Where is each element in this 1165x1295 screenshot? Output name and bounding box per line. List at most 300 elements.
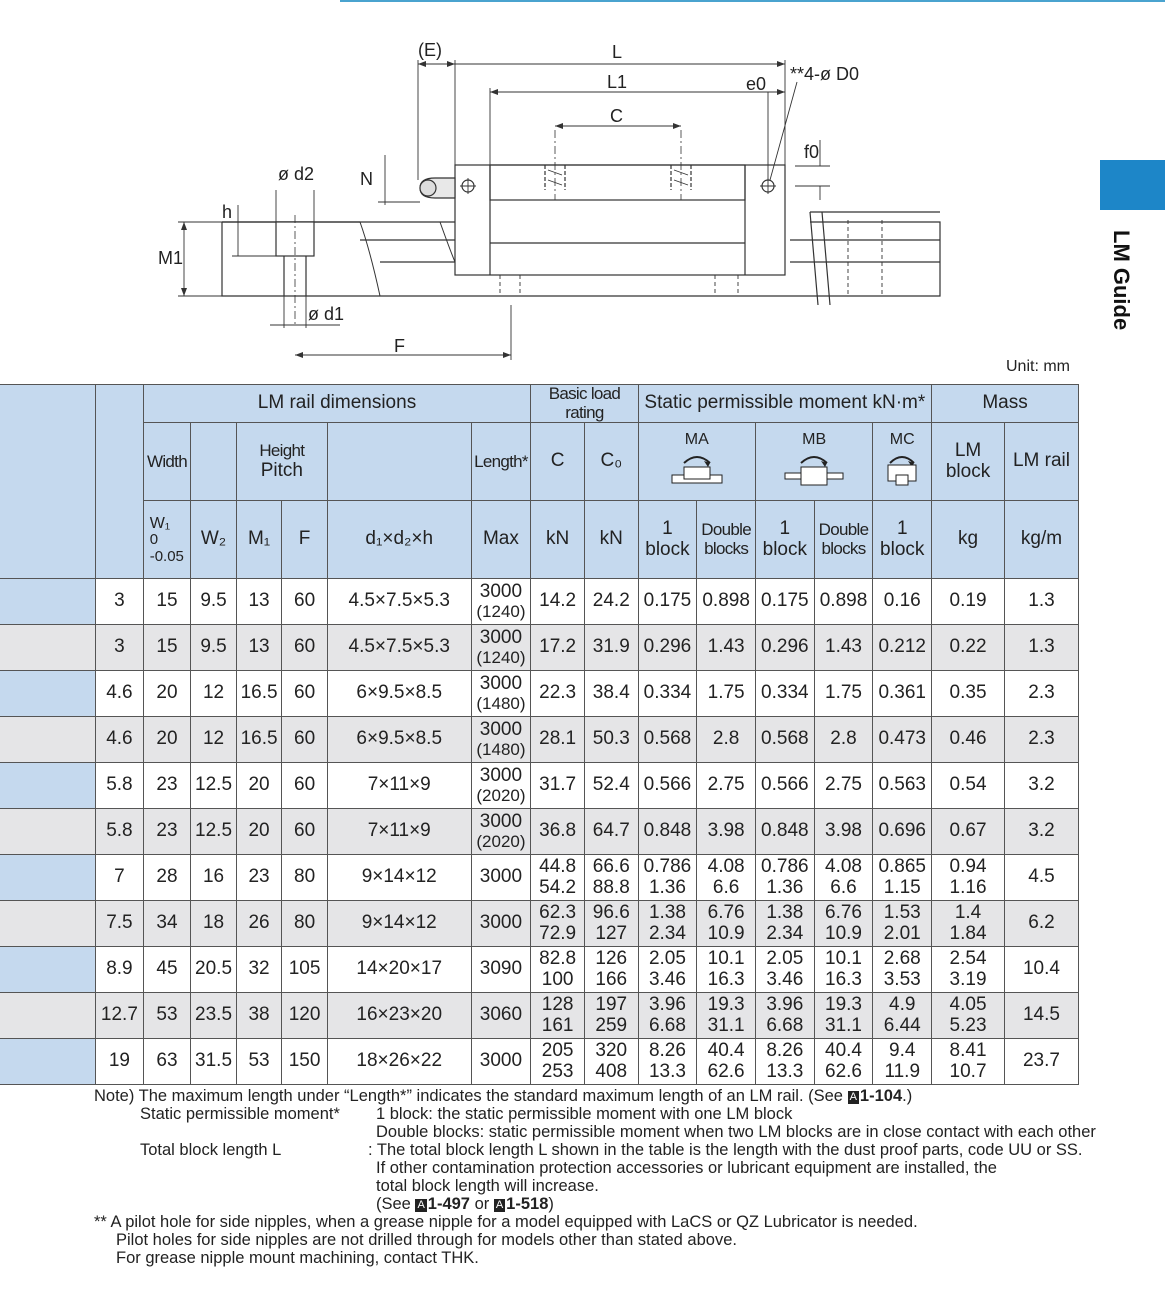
d-cell: 7×11×9	[327, 809, 471, 855]
w1-unit	[143, 501, 191, 579]
block-mass-cell-line: 1.84	[949, 922, 987, 944]
f-cell: 60	[282, 579, 328, 625]
ref-mark: A	[417, 1199, 425, 1211]
c0-cell-line: 31.9	[592, 636, 630, 658]
w1-cell: 15	[143, 579, 191, 625]
c-cell-line: 28.1	[539, 728, 577, 750]
c0-cell	[584, 993, 638, 1039]
h3-cell: 3	[96, 625, 144, 671]
mb-one-cell	[755, 993, 814, 1039]
mass-group-header: Mass	[932, 385, 1079, 423]
f-cell: 150	[282, 1039, 328, 1085]
w1-cell: 23	[143, 763, 191, 809]
c0-cell-line: 88.8	[592, 876, 630, 898]
h3-cell: 19	[96, 1039, 144, 1085]
c-cell	[531, 855, 585, 901]
table-header	[0, 385, 1079, 579]
h3-cell: 3	[96, 579, 144, 625]
ma-one-cell-line: 0.566	[643, 774, 692, 796]
mb-double-cell-line: 0.898	[819, 590, 868, 612]
block-mass-cell-line: 5.23	[949, 1014, 987, 1036]
f-cell: 105	[282, 947, 328, 993]
note-length	[94, 1087, 1084, 1105]
c0-cell-line: 126	[595, 947, 628, 969]
mb-double-cell-line: 1.43	[825, 636, 862, 658]
ma-double-cell-line: 10.1	[707, 947, 745, 969]
mb-one-cell-line: 0.296	[761, 636, 809, 658]
length-cell-line: 3000	[479, 581, 523, 603]
length-cell-line: (2020)	[476, 785, 526, 805]
c-cell-line: 161	[541, 1014, 574, 1036]
rail-mass-cell: 2.3	[1004, 717, 1078, 763]
c0-cell-line: 166	[595, 968, 628, 990]
ref-mark: A	[495, 1199, 504, 1211]
ma-double-cell	[697, 993, 756, 1039]
w2-cell: 12	[191, 717, 237, 763]
note-length-post: .)	[902, 1087, 913, 1105]
dim-M1: M1	[158, 248, 184, 268]
length-cell-line: (1480)	[476, 739, 526, 759]
ma-double-cell	[697, 855, 756, 901]
mb-one-cell-line: 1.38	[766, 901, 804, 923]
mc-cell-line: 3.53	[883, 968, 921, 990]
table-row	[0, 717, 1079, 763]
block-mass-cell	[932, 855, 1005, 901]
d-cell: 4.5×7.5×5.3	[327, 579, 471, 625]
d-cell: 14×20×17	[327, 947, 471, 993]
load-group-header: Basic load rating	[531, 385, 638, 423]
ma-one-cell-line: 3.46	[648, 968, 686, 990]
ma-one-cell-line: 0.848	[643, 820, 692, 842]
max-unit: Max	[471, 501, 531, 579]
height-pitch-label	[236, 423, 327, 501]
note-length-2-line	[94, 1159, 1084, 1177]
ma-moment-icon	[662, 449, 732, 487]
c-cell	[531, 1039, 585, 1085]
mb-double-cell-line: 16.3	[825, 968, 862, 990]
mb-one-cell	[755, 671, 814, 717]
c0-cell	[584, 855, 638, 901]
note-pilot-1: ** A pilot hole for side nipples, when a grease nipple for a model equipped with LaCS or QZ Lubricator is needed.	[94, 1213, 918, 1231]
d-unit: d₁×d₂×h	[327, 501, 471, 579]
d-cell: 7×11×9	[327, 763, 471, 809]
table-row	[0, 1039, 1079, 1085]
note-length-2: If other contamination protection accessories or lubricant equipment are installed, the	[376, 1159, 997, 1177]
ma-one-cell-line: 13.3	[648, 1060, 686, 1082]
c-cell-line: 14.2	[539, 590, 577, 612]
dim-E: (E)	[418, 40, 442, 60]
mc-cell-line: 2.01	[883, 922, 921, 944]
ma-one-cell	[638, 717, 697, 763]
length-cell-line: 3000	[479, 765, 523, 787]
ma-one-cell-line: 8.26	[648, 1039, 686, 1061]
length-cell-line: 3000	[479, 719, 523, 741]
mc-cell-line: 0.16	[883, 590, 921, 612]
mb-one-cell-line: 0.175	[761, 590, 809, 612]
rail-mass-cell: 3.2	[1004, 763, 1078, 809]
mb-double-cell-line: 6.6	[830, 876, 857, 898]
w2-label-blank	[191, 423, 237, 501]
length-cell-line: 3000	[479, 673, 523, 695]
block-mass-cell	[932, 947, 1005, 993]
w1-cell: 15	[143, 625, 191, 671]
mb-text: MB	[802, 431, 827, 449]
mb-one-cell	[755, 625, 814, 671]
mc-cell-line: 0.865	[878, 855, 926, 877]
mc-cell-line: 9.4	[889, 1039, 916, 1061]
w2-cell: 23.5	[191, 993, 237, 1039]
mc-cell-line: 2.68	[883, 947, 921, 969]
c-cell-line: 205	[541, 1039, 574, 1061]
table-row	[0, 809, 1079, 855]
kg-unit: kg	[932, 501, 1005, 579]
h3-cell: 7	[96, 855, 144, 901]
lm-rail-label: LM rail	[1004, 423, 1078, 501]
mb-double-cell-line: 4.08	[825, 855, 862, 877]
ma-one-cell-line: 1.36	[648, 876, 686, 898]
ma-one-block: 1 block	[638, 501, 697, 579]
length-cell	[471, 763, 531, 809]
h3-cell: 4.6	[96, 717, 144, 763]
length-cell	[471, 809, 531, 855]
mb-double-blocks: Double blocks	[814, 501, 873, 579]
note-pilot-2: Pilot holes for side nipples are not drilled through for models other than stated above.	[116, 1231, 737, 1249]
ma-one-cell-line: 3.96	[648, 993, 686, 1015]
dim-L: L	[612, 42, 623, 62]
model-cell	[0, 901, 96, 947]
ma-double-cell-line: 6.6	[712, 876, 740, 898]
table-body	[0, 579, 1079, 1085]
note-moment-label: Static permissible moment*	[140, 1105, 340, 1123]
ma-one-cell	[638, 625, 697, 671]
d-cell: 9×14×12	[327, 901, 471, 947]
length-label: Length*	[471, 423, 531, 501]
mb-one-cell	[755, 1039, 814, 1085]
length-cell-line: (1240)	[476, 647, 526, 667]
mc-one-block: 1 block	[873, 501, 932, 579]
ma-one-cell-line: 2.34	[648, 922, 686, 944]
mb-double-cell	[814, 763, 873, 809]
ma-double-cell-line: 16.3	[707, 968, 745, 990]
c0-cell-line: 50.3	[592, 728, 630, 750]
m1-cell: 53	[236, 1039, 282, 1085]
ma-double-cell	[697, 809, 756, 855]
c0-cell-line: 197	[595, 993, 628, 1015]
mb-one-cell-line: 2.34	[766, 922, 804, 944]
model-cell	[0, 579, 96, 625]
rail-mass-cell: 3.2	[1004, 809, 1078, 855]
mb-double-cell	[814, 993, 873, 1039]
mb-one-cell	[755, 717, 814, 763]
dim-F: F	[394, 336, 405, 356]
mb-one-block: 1 block	[755, 501, 814, 579]
m1-cell: 20	[236, 809, 282, 855]
c0-cell-line: 38.4	[592, 682, 630, 704]
block-mass-cell-line: 0.94	[949, 855, 987, 877]
ma-double-cell-line: 2.8	[712, 728, 740, 750]
c-cell	[531, 625, 585, 671]
mb-double-cell	[814, 671, 873, 717]
rail-mass-cell: 6.2	[1004, 901, 1078, 947]
block-mass-cell	[932, 809, 1005, 855]
w1-cell: 23	[143, 809, 191, 855]
c0-cell-line: 24.2	[592, 590, 630, 612]
f-cell: 80	[282, 901, 328, 947]
table-row	[0, 947, 1079, 993]
section-tab	[1100, 160, 1165, 210]
length-cell	[471, 855, 531, 901]
c0-cell-line: 52.4	[592, 774, 630, 796]
w2-cell: 12.5	[191, 809, 237, 855]
mc-cell-line: 0.361	[878, 682, 926, 704]
ma-double-cell	[697, 717, 756, 763]
lm-block-label: LM block	[932, 423, 1005, 501]
length-cell	[471, 947, 531, 993]
length-cell-line: 3090	[479, 958, 523, 980]
ma-double-cell-line: 1.43	[707, 636, 745, 658]
mb-one-cell-line: 0.568	[761, 728, 809, 750]
ma-double-cell	[697, 671, 756, 717]
mc-cell-line: 11.9	[884, 1060, 921, 1082]
ma-double-cell-line: 10.9	[707, 922, 745, 944]
note-length-1: : The total block length L shown in the table is the length with the dust proof parts, code UU or SS.	[368, 1141, 1083, 1159]
c-cell	[531, 579, 585, 625]
ma-label	[638, 423, 755, 501]
ma-one-cell-line: 6.68	[648, 1014, 686, 1036]
ma-one-cell	[638, 1039, 697, 1085]
c-cell-line: 22.3	[539, 682, 577, 704]
mb-double-cell-line: 31.1	[825, 1014, 862, 1036]
note-length-ref: 1-104	[859, 1087, 903, 1105]
ma-one-cell-line: 0.786	[643, 855, 692, 877]
m1-cell: 20	[236, 763, 282, 809]
d-cell: 9×14×12	[327, 855, 471, 901]
block-mass-cell-line: 3.19	[949, 968, 987, 990]
f-cell: 60	[282, 809, 328, 855]
mb-one-cell-line: 6.68	[766, 1014, 804, 1036]
dim-f0: f0	[804, 142, 820, 162]
mc-cell	[873, 717, 932, 763]
w1-cell: 28	[143, 855, 191, 901]
m1-cell: 32	[236, 947, 282, 993]
ma-double-cell	[697, 1039, 756, 1085]
block-mass-cell-line: 0.46	[949, 728, 987, 750]
ma-one-cell-line: 0.175	[643, 590, 692, 612]
lm-block	[455, 165, 785, 275]
length-cell-line: 3000	[479, 811, 523, 833]
mb-double-cell	[814, 855, 873, 901]
mc-cell	[873, 671, 932, 717]
c0-cell-line: 96.6	[592, 901, 630, 923]
length-cell-line: 3000	[479, 1050, 523, 1072]
c-cell	[531, 717, 585, 763]
note-see-post: )	[548, 1195, 554, 1213]
model-cell	[0, 947, 96, 993]
w2-cell: 31.5	[191, 1039, 237, 1085]
model-cell	[0, 625, 96, 671]
c-cell-line: 62.3	[539, 901, 577, 923]
d-cell: 6×9.5×8.5	[327, 717, 471, 763]
block-mass-cell-line: 4.05	[949, 993, 987, 1015]
c0-label: C₀	[584, 423, 638, 501]
c0-cell	[584, 625, 638, 671]
w2-cell: 12	[191, 671, 237, 717]
note-length-text: Note) The maximum length under “Length*” indicates the standard maximum length of an LM rail. (See	[94, 1087, 848, 1105]
kn-unit-2: kN	[584, 501, 638, 579]
mb-double-cell	[814, 579, 873, 625]
w2-cell: 9.5	[191, 625, 237, 671]
c0-cell-line: 408	[595, 1060, 628, 1082]
c0-cell-line: 66.6	[592, 855, 630, 877]
c-cell-line: 54.2	[539, 876, 577, 898]
length-cell-line: (1240)	[476, 601, 526, 621]
note-block-length	[94, 1141, 1084, 1159]
rail-mass-cell: 2.3	[1004, 671, 1078, 717]
width-label: Width	[143, 423, 191, 501]
table-row	[0, 993, 1079, 1039]
rail-mass-cell: 23.7	[1004, 1039, 1078, 1085]
m1-cell: 16.5	[236, 671, 282, 717]
mb-one-cell-line: 13.3	[766, 1060, 804, 1082]
note-moment-2: Double blocks: static permissible moment when two LM blocks are in close contact with each other	[376, 1123, 1096, 1141]
dim-d2: ø d2	[278, 164, 315, 184]
mb-one-cell-line: 3.46	[766, 968, 804, 990]
d-cell: 6×9.5×8.5	[327, 671, 471, 717]
note-see-line	[94, 1195, 1084, 1213]
c-cell-line: 82.8	[539, 947, 577, 969]
ma-one-cell	[638, 809, 697, 855]
c0-cell	[584, 1039, 638, 1085]
d-cell: 4.5×7.5×5.3	[327, 625, 471, 671]
w2-unit: W₂	[191, 501, 237, 579]
mb-one-cell-line: 1.36	[766, 876, 804, 898]
ma-double-cell-line: 0.898	[702, 590, 750, 612]
f-cell: 60	[282, 717, 328, 763]
spec-table	[0, 384, 1079, 1085]
w2-cell: 9.5	[191, 579, 237, 625]
rail-group-header: LM rail dimensions	[143, 385, 531, 423]
block-mass-cell-line: 0.67	[949, 820, 987, 842]
length-cell-line: 3000	[479, 627, 523, 649]
h3-column-head	[96, 385, 144, 579]
mc-cell	[873, 625, 932, 671]
ma-double-cell-line: 6.76	[707, 901, 745, 923]
block-mass-cell	[932, 1039, 1005, 1085]
table-row	[0, 855, 1079, 901]
block-mass-cell	[932, 625, 1005, 671]
rail-mass-cell: 4.5	[1004, 855, 1078, 901]
ma-one-cell	[638, 901, 697, 947]
mc-cell	[873, 947, 932, 993]
length-cell	[471, 579, 531, 625]
ma-one-cell	[638, 855, 697, 901]
ma-one-cell	[638, 947, 697, 993]
note-see-ref2: 1-518	[506, 1195, 549, 1213]
table-row	[0, 763, 1079, 809]
dim-N: N	[360, 169, 373, 189]
mb-one-cell	[755, 855, 814, 901]
length-cell-line: 3000	[479, 866, 523, 888]
w1-cell: 34	[143, 901, 191, 947]
ma-double-cell-line: 4.08	[707, 855, 745, 877]
note-see-ref1: 1-497	[427, 1195, 470, 1213]
mc-cell-line: 1.15	[883, 876, 921, 898]
mc-label	[873, 423, 932, 501]
dim-D0: **4-ø D0	[790, 64, 860, 84]
ma-double-cell-line: 62.6	[707, 1060, 745, 1082]
mc-cell	[873, 579, 932, 625]
w1-cell: 53	[143, 993, 191, 1039]
model-cell	[0, 763, 96, 809]
c0-cell	[584, 947, 638, 993]
w1-cell: 20	[143, 671, 191, 717]
h3-cell: 5.8	[96, 763, 144, 809]
section-label: LM Guide	[1109, 230, 1134, 331]
mb-one-cell	[755, 579, 814, 625]
c-cell-line: 44.8	[539, 855, 577, 877]
mc-cell-line: 1.53	[883, 901, 921, 923]
mb-moment-icon	[779, 449, 849, 487]
model-column	[0, 385, 96, 579]
length-cell	[471, 671, 531, 717]
ma-one-cell	[638, 763, 697, 809]
length-cell	[471, 625, 531, 671]
rail-mass-cell: 1.3	[1004, 579, 1078, 625]
dim-L1: L1	[607, 72, 628, 92]
mb-one-cell-line: 0.848	[761, 820, 809, 842]
block-mass-cell	[932, 579, 1005, 625]
f-cell: 120	[282, 993, 328, 1039]
ma-one-cell-line: 2.05	[648, 947, 686, 969]
length-cell-line: (1480)	[476, 693, 526, 713]
kgm-unit: kg/m	[1004, 501, 1078, 579]
w2-cell: 18	[191, 901, 237, 947]
c0-cell	[584, 671, 638, 717]
rail-mass-cell: 10.4	[1004, 947, 1078, 993]
block-mass-cell-line: 2.54	[949, 947, 987, 969]
block-mass-cell-line: 0.54	[949, 774, 987, 796]
note-see-or: or	[469, 1195, 494, 1213]
table-row	[0, 579, 1079, 625]
mb-one-cell	[755, 809, 814, 855]
ma-double-cell-line: 31.1	[707, 1014, 745, 1036]
c-cell	[531, 993, 585, 1039]
mb-double-cell-line: 2.8	[830, 728, 857, 750]
model-cell	[0, 1039, 96, 1085]
note-length-3-line	[94, 1177, 1084, 1195]
ma-double-cell	[697, 763, 756, 809]
w1-cell: 20	[143, 717, 191, 763]
mb-double-cell-line: 1.75	[825, 682, 862, 704]
c-cell-line: 100	[541, 968, 574, 990]
length-cell-line: (2020)	[476, 831, 526, 851]
ma-one-cell-line: 0.568	[643, 728, 692, 750]
block-mass-cell	[932, 671, 1005, 717]
note-moment	[94, 1105, 1084, 1123]
c-label: C	[531, 423, 585, 501]
mb-one-cell	[755, 947, 814, 993]
block-mass-cell-line: 0.22	[949, 636, 987, 658]
mc-cell-line: 0.473	[878, 728, 926, 750]
m1-unit: M₁	[236, 501, 282, 579]
ma-double-cell	[697, 625, 756, 671]
model-cell	[0, 717, 96, 763]
mb-one-cell-line: 3.96	[766, 993, 804, 1015]
c-cell	[531, 809, 585, 855]
mb-one-cell-line: 2.05	[766, 947, 804, 969]
mb-double-cell-line: 3.98	[825, 820, 862, 842]
w2-cell: 12.5	[191, 763, 237, 809]
